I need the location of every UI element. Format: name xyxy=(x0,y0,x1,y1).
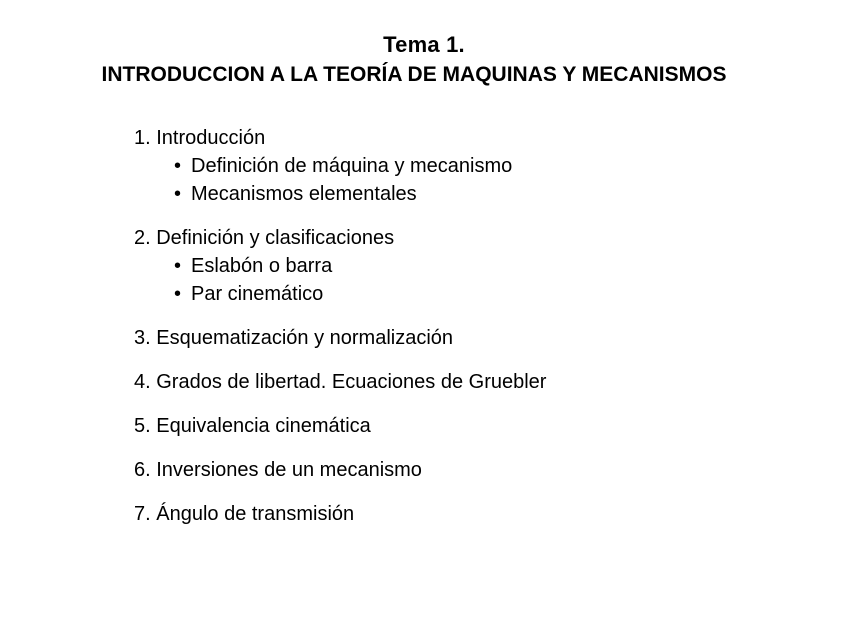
bullet-icon: • xyxy=(174,183,182,205)
sub-list xyxy=(134,152,814,208)
outline-item-6 xyxy=(134,456,814,484)
outline-item-3 xyxy=(134,324,814,352)
outline-item-label: 1. Introducción xyxy=(134,127,266,149)
sub-item-label: Par cinemático xyxy=(191,283,324,305)
sub-item xyxy=(174,180,814,208)
outline-item-label: 4. Grados de libertad. Ecuaciones de Gruebler xyxy=(134,371,547,393)
outline-item-1 xyxy=(134,124,814,208)
sub-item-label: Definición de máquina y mecanismo xyxy=(191,155,513,177)
sub-item-label: Mecanismos elementales xyxy=(191,183,417,205)
sub-item xyxy=(174,252,814,280)
bullet-icon: • xyxy=(174,283,182,305)
slide-heading: Tema 1. xyxy=(383,32,465,57)
sub-item xyxy=(174,152,814,180)
sub-item xyxy=(174,280,814,308)
outline-item-label: 7. Ángulo de transmisión xyxy=(134,503,355,525)
outline-item-2 xyxy=(134,224,814,308)
bullet-icon: • xyxy=(174,155,182,177)
outline-item-7 xyxy=(134,500,814,528)
bullet-icon: • xyxy=(174,255,182,277)
outline-item-4 xyxy=(134,368,814,396)
outline-item-label: 6. Inversiones de un mecanismo xyxy=(134,459,422,481)
outline-item-5 xyxy=(134,412,814,440)
outline-item-label: 5. Equivalencia cinemática xyxy=(134,415,371,437)
outline-item-label: 2. Definición y clasificaciones xyxy=(134,227,395,249)
sub-list xyxy=(134,252,814,308)
outline-item-label: 3. Esquematización y normalización xyxy=(134,327,454,349)
slide-title: INTRODUCCION A LA TEORÍA DE MAQUINAS Y MECANISMOS xyxy=(101,63,727,86)
sub-item-label: Eslabón o barra xyxy=(191,255,333,277)
outline-list xyxy=(134,124,814,544)
